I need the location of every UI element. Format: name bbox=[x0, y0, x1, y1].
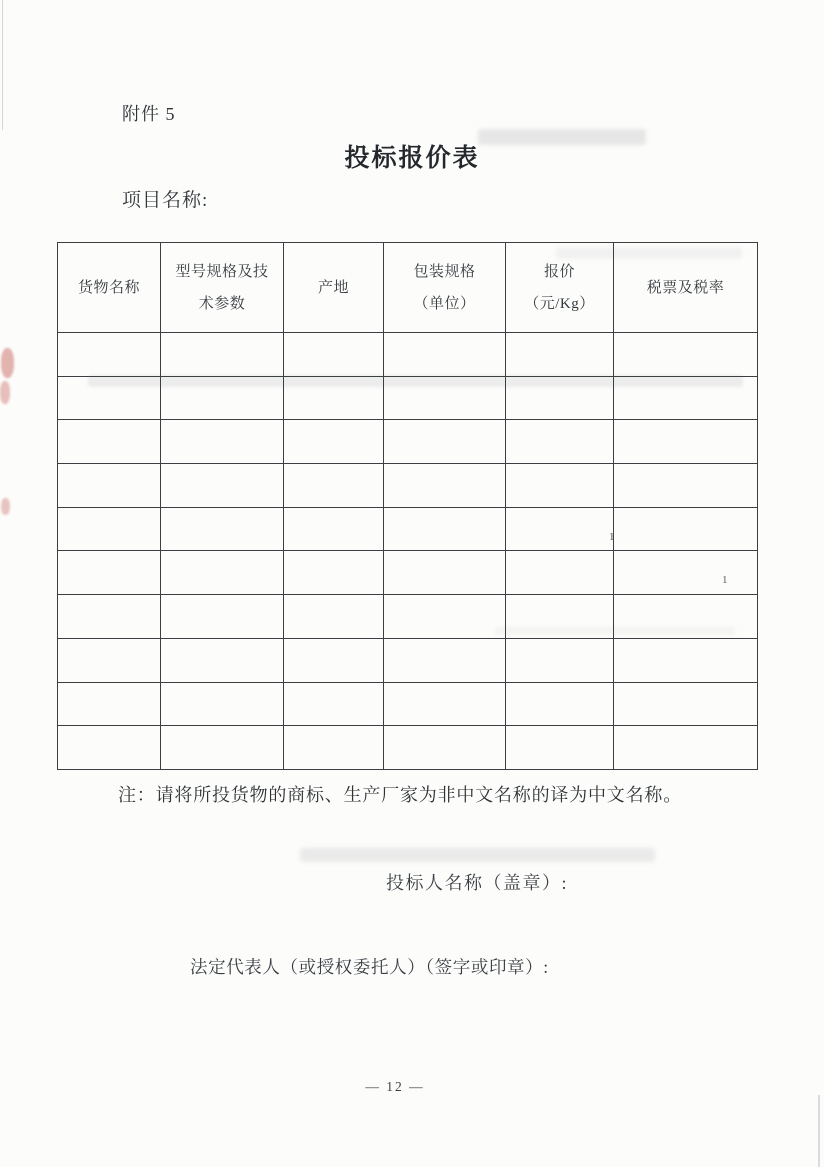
table-cell bbox=[161, 682, 284, 726]
bleed-through-artifact bbox=[478, 129, 646, 145]
stray-scan-glyph: 1 bbox=[722, 574, 728, 586]
header-line: 包装规格 bbox=[413, 263, 476, 280]
table-cell bbox=[284, 507, 384, 551]
table-cell bbox=[384, 551, 506, 595]
table-cell bbox=[384, 726, 506, 770]
stray-scan-glyph: 1 bbox=[609, 531, 615, 543]
table-cell bbox=[58, 333, 161, 377]
red-ink-artifact bbox=[1, 498, 10, 515]
bid-price-table bbox=[57, 242, 758, 770]
table-cell bbox=[384, 507, 506, 551]
table-cell bbox=[161, 507, 284, 551]
attachment-label: 附件 5 bbox=[122, 104, 176, 124]
note-text: 注：请将所投货物的商标、生产厂家为非中文名称的译为中文名称。 bbox=[118, 785, 682, 805]
table-cell bbox=[58, 638, 161, 682]
page-edge-line bbox=[2, 0, 3, 130]
table-cell bbox=[161, 464, 284, 508]
header-line: 产地 bbox=[317, 279, 349, 296]
table-cell bbox=[58, 726, 161, 770]
header-line: 术参数 bbox=[198, 295, 246, 312]
table-cell bbox=[506, 420, 614, 464]
table-cell bbox=[506, 507, 614, 551]
header-line: 型号规格及技 bbox=[175, 263, 269, 280]
table-row bbox=[58, 507, 758, 551]
header-line: 报价 bbox=[543, 263, 575, 280]
table-cell bbox=[614, 333, 758, 377]
table-row bbox=[58, 726, 758, 770]
table-cell bbox=[284, 464, 384, 508]
header-line: 税票及税率 bbox=[646, 279, 725, 296]
table-cell bbox=[384, 638, 506, 682]
header-line: （单位） bbox=[413, 295, 476, 312]
table-row bbox=[58, 420, 758, 464]
table-cell bbox=[284, 420, 384, 464]
table-cell bbox=[506, 333, 614, 377]
table-cell bbox=[284, 726, 384, 770]
table-cell bbox=[506, 464, 614, 508]
table-cell bbox=[614, 464, 758, 508]
page-title: 投标报价表 bbox=[344, 145, 480, 172]
red-ink-artifact bbox=[0, 381, 10, 404]
table-cell bbox=[614, 551, 758, 595]
table-row bbox=[58, 551, 758, 595]
table-row bbox=[58, 333, 758, 377]
table-cell bbox=[161, 333, 284, 377]
table-row bbox=[58, 464, 758, 508]
table-cell bbox=[284, 551, 384, 595]
header-line: 货物名称 bbox=[77, 279, 140, 296]
table-header-origin bbox=[284, 243, 384, 333]
table-cell bbox=[284, 333, 384, 377]
page-edge-line bbox=[818, 1095, 820, 1167]
table-header-packaging bbox=[384, 243, 506, 333]
table-cell bbox=[614, 507, 758, 551]
table-cell bbox=[614, 682, 758, 726]
project-name-label: 项目名称: bbox=[122, 190, 209, 211]
table-cell bbox=[384, 464, 506, 508]
bleed-through-artifact bbox=[300, 848, 655, 862]
table-cell bbox=[161, 726, 284, 770]
table-cell bbox=[161, 551, 284, 595]
table-cell bbox=[384, 420, 506, 464]
bleed-through-artifact bbox=[556, 247, 742, 259]
table-cell bbox=[506, 551, 614, 595]
red-ink-artifact bbox=[1, 348, 14, 378]
table-cell bbox=[58, 420, 161, 464]
bleed-through-artifact bbox=[495, 627, 735, 635]
bidder-name-line: 投标人名称（盖章）: bbox=[386, 873, 569, 893]
legal-representative-line: 法定代表人（或授权委托人）（签字或印章）: bbox=[190, 957, 549, 977]
table-cell bbox=[58, 551, 161, 595]
table-cell bbox=[284, 638, 384, 682]
table-body bbox=[58, 333, 758, 770]
table-cell bbox=[506, 638, 614, 682]
table-cell bbox=[384, 682, 506, 726]
table-cell bbox=[506, 726, 614, 770]
table-cell bbox=[384, 595, 506, 639]
bleed-through-artifact bbox=[88, 375, 743, 387]
table-cell bbox=[58, 464, 161, 508]
table-header-goods-name bbox=[58, 243, 161, 333]
table-cell bbox=[614, 726, 758, 770]
table-cell bbox=[161, 595, 284, 639]
table-row bbox=[58, 638, 758, 682]
table-cell bbox=[506, 682, 614, 726]
table-cell bbox=[161, 420, 284, 464]
table-cell bbox=[384, 333, 506, 377]
table-cell bbox=[161, 638, 284, 682]
table-cell bbox=[58, 682, 161, 726]
table-cell bbox=[284, 595, 384, 639]
table-cell bbox=[58, 507, 161, 551]
header-line: （元/Kg） bbox=[524, 295, 595, 312]
table-cell bbox=[614, 420, 758, 464]
table-cell bbox=[58, 595, 161, 639]
table-header-model-spec bbox=[161, 243, 284, 333]
page-number: — 12 — bbox=[365, 1079, 425, 1094]
table-cell bbox=[284, 682, 384, 726]
table-cell bbox=[614, 638, 758, 682]
table-row bbox=[58, 682, 758, 726]
